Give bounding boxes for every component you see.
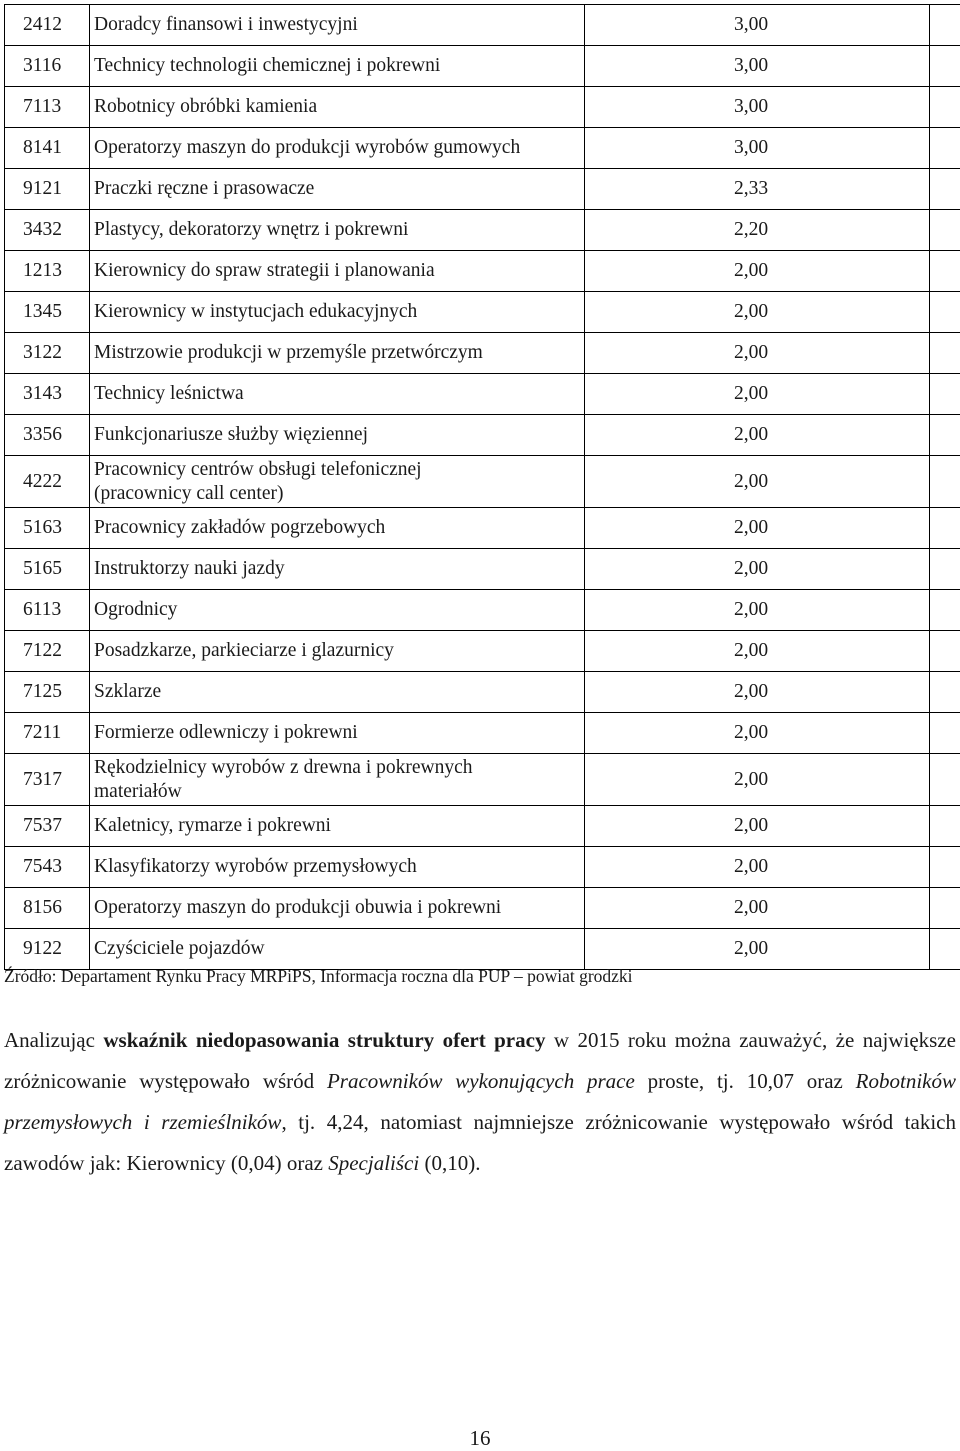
empty-cell	[930, 847, 960, 888]
occupation-name-cell: Posadzkarze, parkieciarze i glazurnicy	[90, 631, 585, 672]
occupation-code-cell: 5163	[5, 508, 90, 549]
occupation-code-cell: 7122	[5, 631, 90, 672]
indicator-value-cell: 3,00	[585, 128, 930, 169]
occupation-name-line: materiałów	[94, 780, 584, 804]
occupation-name-cell: Plastycy, dekoratorzy wnętrz i pokrewni	[90, 210, 585, 251]
table-row	[5, 672, 960, 713]
occupation-code-cell: 3432	[5, 210, 90, 251]
table-row	[5, 415, 960, 456]
empty-cell	[930, 549, 960, 590]
occupation-code-cell: 6113	[5, 590, 90, 631]
occupation-code-cell: 3143	[5, 374, 90, 415]
indicator-value-cell: 2,00	[585, 754, 930, 806]
occupation-name-cell: Kierownicy do spraw strategii i planowania	[90, 251, 585, 292]
empty-cell	[930, 754, 960, 806]
indicator-value-cell: 2,33	[585, 169, 930, 210]
occupation-code-cell: 4222	[5, 456, 90, 508]
indicator-value-cell: 2,00	[585, 672, 930, 713]
occupation-code-cell: 2412	[5, 5, 90, 46]
table-row	[5, 456, 960, 508]
occupation-name-cell: Technicy leśnictwa	[90, 374, 585, 415]
indicator-value-cell: 2,00	[585, 806, 930, 847]
occupation-code-cell: 9122	[5, 929, 90, 970]
occupation-name-cell: Pracownicy zakładów pogrzebowych	[90, 508, 585, 549]
occupation-code-cell: 1345	[5, 292, 90, 333]
table-row	[5, 333, 960, 374]
table-row	[5, 251, 960, 292]
paragraph-italic-term: Specjaliści	[328, 1151, 419, 1175]
occupation-name-cell: Doradcy finansowi i inwestycyjni	[90, 5, 585, 46]
occupation-name-cell	[90, 456, 585, 508]
occupation-name-line: (pracownicy call center)	[94, 482, 584, 506]
occupation-code-cell: 8156	[5, 888, 90, 929]
analysis-paragraph	[4, 1020, 956, 1184]
paragraph-italic-term: Pracowników wykonujących prace	[327, 1069, 635, 1093]
occupation-name-cell: Formierze odlewniczy i pokrewni	[90, 713, 585, 754]
occupation-code-cell: 3122	[5, 333, 90, 374]
indicator-value-cell: 2,00	[585, 456, 930, 508]
indicator-value-cell: 3,00	[585, 46, 930, 87]
empty-cell	[930, 806, 960, 847]
occupation-name-cell: Klasyfikatorzy wyrobów przemysłowych	[90, 847, 585, 888]
occupation-name-cell: Szklarze	[90, 672, 585, 713]
table-row	[5, 374, 960, 415]
paragraph-text: Analizując	[4, 1028, 103, 1052]
empty-cell	[930, 251, 960, 292]
indicator-value-cell: 2,00	[585, 713, 930, 754]
empty-cell	[930, 333, 960, 374]
indicator-value-cell: 2,00	[585, 415, 930, 456]
empty-cell	[930, 929, 960, 970]
occupation-name-line: Pracownicy centrów obsługi telefonicznej	[94, 458, 584, 482]
indicator-value-cell: 2,00	[585, 549, 930, 590]
occupation-name-cell: Funkcjonariusze służby więziennej	[90, 415, 585, 456]
paragraph-text: (0,10).	[419, 1151, 480, 1175]
indicator-value-cell: 2,00	[585, 888, 930, 929]
table-row	[5, 210, 960, 251]
empty-cell	[930, 508, 960, 549]
table-row	[5, 508, 960, 549]
occupation-code-cell: 8141	[5, 128, 90, 169]
indicator-value-cell: 2,00	[585, 590, 930, 631]
occupation-name-cell: Operatorzy maszyn do produkcji wyrobów gumowych	[90, 128, 585, 169]
paragraph-text: proste, tj. 10,07 oraz	[635, 1069, 856, 1093]
occupation-name-cell: Mistrzowie produkcji w przemyśle przetwórczym	[90, 333, 585, 374]
table-row	[5, 169, 960, 210]
table-row	[5, 549, 960, 590]
paragraph-bold-term: wskaźnik niedopasowania struktury ofert pracy	[103, 1028, 545, 1052]
paragraph-italic-term: Robotników przemysłowych i rzemieślników	[4, 1069, 956, 1134]
empty-cell	[930, 5, 960, 46]
occupation-name-line: Rękodzielnicy wyrobów z drewna i pokrewnych	[94, 756, 584, 780]
occupation-name-cell: Technicy technologii chemicznej i pokrewni	[90, 46, 585, 87]
table-row	[5, 847, 960, 888]
indicator-value-cell: 2,00	[585, 374, 930, 415]
table-body	[5, 5, 960, 970]
table-row	[5, 888, 960, 929]
paragraph-text: w 2015 roku można zauważyć, że największe zróżnicowanie występowało wśród	[4, 1028, 956, 1093]
occupation-code-cell: 9121	[5, 169, 90, 210]
indicator-value-cell: 3,00	[585, 5, 930, 46]
indicator-value-cell: 2,00	[585, 292, 930, 333]
occupation-code-cell: 7537	[5, 806, 90, 847]
occupation-code-cell: 3356	[5, 415, 90, 456]
empty-cell	[930, 292, 960, 333]
paragraph-text: , tj. 4,24, natomiast najmniejsze zróżnicowanie występowało wśród takich zawodów jak: Kierownicy (0,04) oraz	[4, 1110, 956, 1175]
occupations-table-container	[4, 4, 957, 970]
indicator-value-cell: 2,00	[585, 929, 930, 970]
table-row	[5, 292, 960, 333]
table-row	[5, 46, 960, 87]
occupation-code-cell: 7125	[5, 672, 90, 713]
occupation-name-cell: Kaletnicy, rymarze i pokrewni	[90, 806, 585, 847]
occupation-code-cell: 1213	[5, 251, 90, 292]
occupation-code-cell: 5165	[5, 549, 90, 590]
indicator-value-cell: 2,00	[585, 508, 930, 549]
page-number: 16	[0, 1426, 960, 1451]
occupations-table	[4, 4, 960, 970]
occupation-name-cell: Ogrodnicy	[90, 590, 585, 631]
empty-cell	[930, 415, 960, 456]
indicator-value-cell: 2,20	[585, 210, 930, 251]
occupation-name-cell: Instruktorzy nauki jazdy	[90, 549, 585, 590]
table-row	[5, 631, 960, 672]
table-row	[5, 929, 960, 970]
occupation-name-cell: Robotnicy obróbki kamienia	[90, 87, 585, 128]
occupation-code-cell: 7317	[5, 754, 90, 806]
empty-cell	[930, 169, 960, 210]
source-note: Źródło: Departament Rynku Pracy MRPiPS, Informacja roczna dla PUP – powiat grodzki	[4, 966, 633, 987]
occupation-name-cell	[90, 754, 585, 806]
occupation-name-cell: Praczki ręczne i prasowacze	[90, 169, 585, 210]
empty-cell	[930, 374, 960, 415]
indicator-value-cell: 3,00	[585, 87, 930, 128]
table-row	[5, 590, 960, 631]
empty-cell	[930, 672, 960, 713]
empty-cell	[930, 87, 960, 128]
empty-cell	[930, 631, 960, 672]
table-row	[5, 87, 960, 128]
indicator-value-cell: 2,00	[585, 847, 930, 888]
empty-cell	[930, 713, 960, 754]
table-row	[5, 713, 960, 754]
occupation-code-cell: 7543	[5, 847, 90, 888]
table-row	[5, 806, 960, 847]
indicator-value-cell: 2,00	[585, 251, 930, 292]
occupation-name-cell: Czyściciele pojazdów	[90, 929, 585, 970]
empty-cell	[930, 590, 960, 631]
occupation-code-cell: 7113	[5, 87, 90, 128]
table-row	[5, 128, 960, 169]
empty-cell	[930, 210, 960, 251]
occupation-name-cell: Kierownicy w instytucjach edukacyjnych	[90, 292, 585, 333]
occupation-code-cell: 3116	[5, 46, 90, 87]
empty-cell	[930, 46, 960, 87]
empty-cell	[930, 456, 960, 508]
indicator-value-cell: 2,00	[585, 333, 930, 374]
table-row	[5, 754, 960, 806]
occupation-code-cell: 7211	[5, 713, 90, 754]
empty-cell	[930, 128, 960, 169]
occupation-name-cell: Operatorzy maszyn do produkcji obuwia i pokrewni	[90, 888, 585, 929]
indicator-value-cell: 2,00	[585, 631, 930, 672]
empty-cell	[930, 888, 960, 929]
table-row	[5, 5, 960, 46]
